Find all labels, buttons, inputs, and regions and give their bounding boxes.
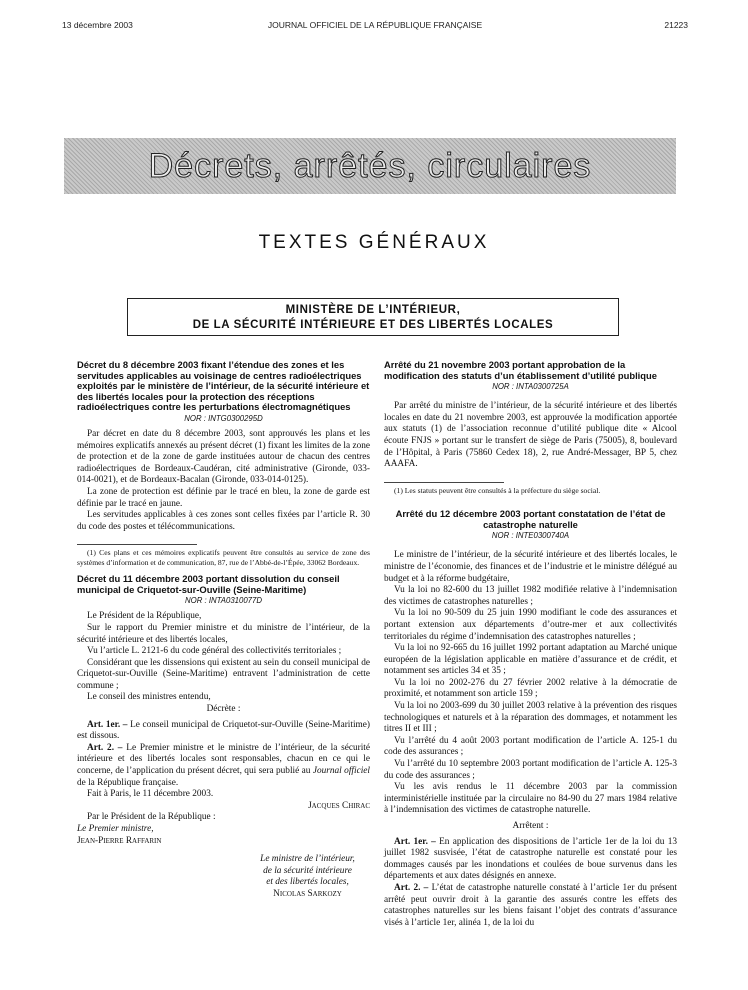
signature-president: Jacques Chirac	[308, 800, 370, 811]
arrete2-paragraph: Vu la loi no 2003-699 du 30 juillet 2003 relative à la prévention des risques technologiques et naturels et à la réparation des dommages, et notamment les titres II et III ;	[384, 701, 677, 735]
decret2-decrete: Décrète :	[206, 704, 241, 715]
banner-title: Décrets, arrêtés, circulaires	[148, 146, 592, 185]
decret1-title: Décret du 8 décembre 2003 fixant l’étendue des zones et les servitudes applicables au voisinage de centres radioélectriques exploités par le ministère de l’intérieur, de la sécurité intérieure et des libertés locales pour la protection des réceptions radioélectriques contre les perturbations électromagnétiques	[77, 359, 370, 413]
header-date: 13 décembre 2003	[62, 20, 133, 30]
premier-ministre-name: Jean-Pierre Raffarin	[77, 835, 162, 846]
arrete1-title: Arrêté du 21 novembre 2003 portant approbation de la modification des statuts d’un établissement d’utilité publique	[384, 359, 657, 381]
article-label: Art. 2. –	[394, 882, 429, 893]
section-banner	[64, 138, 676, 194]
arrete2-paragraph: Vu la loi no 92-665 du 16 juillet 1992 portant adaptation au Marché unique européen de la législation applicable en matière d’assurance et de crédit, et notamment ses articles 34 et 35 ;	[384, 643, 677, 677]
article-label: Art. 1er. –	[87, 719, 128, 730]
decret2-paragraph: Le Président de la République,	[87, 611, 202, 622]
footnote-rule	[384, 482, 504, 483]
section-title: TEXTES GÉNÉRAUX	[258, 232, 490, 253]
arrete1-paragraph: Par arrêté du ministre de l’intérieur, de la sécurité intérieure et des libertés locales en date du 21 novembre 2003, est approuvée la modification apportée aux statuts (1) de l’association reconnue d’utilité publique dite « Alcool écoute FNJS » portant sur le transfert de siège de Paris (75005), 8, boulevard de l’Hôpital, à Paris (75860 Cedex 18), 2, rue André-Messager, BP 5, chez AAAFA.	[384, 401, 677, 470]
article-label: Art. 1er. –	[394, 836, 436, 847]
decret2-nor: NOR : INTA0310077D	[185, 596, 262, 606]
footnote-rule	[77, 544, 197, 545]
arrete1-nor: NOR : INTA0300725A	[492, 382, 569, 392]
ministre-signature: Le ministre de l’intérieur, de la sécurité intérieure et des libertés locales, Nicolas Sarkozy	[260, 854, 355, 899]
arrete2-paragraph: Vu la loi no 82-600 du 13 juillet 1982 modifiée relative à l’indemnisation des victimes de catastrophes naturelles ;	[384, 585, 677, 607]
premier-ministre-title: Le Premier ministre,	[77, 824, 154, 834]
par-le-president: Par le Président de la République :	[87, 812, 216, 823]
right-column	[384, 360, 677, 929]
decret1-footnote: (1) Ces plans et ces mémoires explicatifs peuvent être consultés au service de zone des systèmes d’information et de communication, 87, rue de l’Abbé-de-l’Épée, 33062 Bordeaux.	[77, 548, 370, 567]
arrete2-article-1: Art. 1er. – En application des dispositions de l’article 1er de la loi du 13 juillet 1982 susvisée, l’état de catastrophe naturelle est constaté pour les dommages causés par les inondations et coulées de boue survenus dans les départements et aux dates désignés en annexe.	[384, 836, 677, 882]
arrete2-nor: NOR : INTE0300740A	[491, 531, 570, 541]
arrete2-title: Arrêté du 12 décembre 2003 portant constatation de l’état de catastrophe naturelle	[395, 508, 666, 530]
arrete2-paragraph: Vu l’arrêté du 4 août 2003 portant modification de l’article A. 125-1 du code des assurances ;	[384, 735, 677, 758]
decret2-paragraph: Sur le rapport du Premier ministre et du ministre de l’intérieur, de la sécurité intérieure et des libertés locales,	[77, 622, 370, 645]
left-column	[77, 360, 370, 901]
decret2-paragraph: Le conseil des ministres entendu,	[87, 692, 211, 703]
ministry-line-2: DE LA SÉCURITÉ INTÉRIEURE ET DES LIBERTÉS LOCALES	[192, 319, 554, 331]
arrete2-paragraph: Vu les avis rendus le 11 décembre 2003 par la commission interministérielle instituée par la circulaire no 84-90 du 27 mars 1984 relative à l’indemnisation des victimes de catastrophe naturelle.	[384, 782, 677, 816]
arrete2-paragraph: Le ministre de l’intérieur, de la sécurité intérieure et des libertés locales, le ministre de l’économie, des finances et de l’industrie et le ministre délégué au budget et à la réforme budgétaire,	[384, 550, 677, 584]
header-page-number: 21223	[664, 20, 688, 30]
decret2-paragraph: Considérant que les dissensions qui existent au sein du conseil municipal de Criquetot-sur-Ouville (Seine-Maritime) entravent l’administration de cette commune ;	[77, 657, 370, 691]
decret2-title: Décret du 11 décembre 2003 portant dissolution du conseil municipal de Criquetot-sur-Ouville (Seine-Maritime)	[77, 573, 340, 595]
decret1-paragraph: Les servitudes applicables à ces zones sont celles fixées par l’article R. 30 du code des postes et télécommunications.	[77, 510, 370, 532]
decret2-article-2: Art. 2. – Le Premier ministre et le ministre de l’intérieur, de la sécurité intérieure et des libertés locales sont responsables, chacun en ce qui le concerne, de l’application du présent décret, qui sera publié au Journal officiel de la République française.	[77, 742, 371, 788]
article-label: Art. 2. –	[87, 742, 123, 753]
decret2-article-1: Art. 1er. – Le conseil municipal de Criquetot-sur-Ouville (Seine-Maritime) est dissous.	[77, 719, 371, 742]
arrete1-footnote: (1) Les statuts peuvent être consultés à la préfecture du siège social.	[394, 485, 601, 495]
decret2-fait: Fait à Paris, le 11 décembre 2003.	[87, 789, 214, 800]
arrete2-article-2: Art. 2. – L’état de catastrophe naturelle constaté à l’article 1er du présent arrêté peut ouvrir droit à la garantie des assurés contre les effets des catastrophes naturelles sur les biens faisant l’objet des contrats d’assurance visés à l’article 1er, alinéa 1, de la loi du	[384, 882, 678, 928]
arrete2-paragraph: Vu l’arrêté du 10 septembre 2003 portant modification de l’article A. 125-3 du code des assurances ;	[384, 759, 677, 781]
ministry-line-1: MINISTÈRE DE L’INTÉRIEUR,	[285, 304, 461, 316]
arrete2-paragraph: Vu la loi no 2002-276 du 27 février 2002 relative à la démocratie de proximité, et notamment son article 159 ;	[384, 677, 677, 700]
decret1-paragraph: Par décret en date du 8 décembre 2003, sont approuvés les plans et les mémoires explicatifs annexés au présent décret (1) fixant les limites de la zone de protection et de la zone de garde instituées autour de chacun des centres radioélectriques de Bordeaux-Caudéran, cité administrative (Gironde, 033-014-0021), et de Bordeaux-Bacalan (Gironde, 033-014-0125).	[77, 428, 370, 486]
decret1-nor: NOR : INTG0300295D	[184, 413, 263, 423]
page-header	[62, 20, 688, 34]
arrete2-arretent: Arrêtent :	[512, 821, 549, 831]
decret2-paragraph: Vu l’article L. 2121-6 du code général des collectivités territoriales ;	[87, 646, 342, 657]
ministry-box	[127, 298, 619, 336]
arrete2-paragraph: Vu la loi no 90-509 du 25 juin 1990 modifiant le code des assurances et portant extension aux départements d’outre-mer et aux collectivités territoriales du régime d’indemnisation des catastrophes naturelles ;	[384, 608, 677, 642]
header-journal-title: JOURNAL OFFICIEL DE LA RÉPUBLIQUE FRANÇAISE	[267, 20, 483, 30]
decret1-paragraph: La zone de protection est définie par le tracé en bleu, la zone de garde est définie par le tracé en jaune.	[77, 486, 370, 509]
